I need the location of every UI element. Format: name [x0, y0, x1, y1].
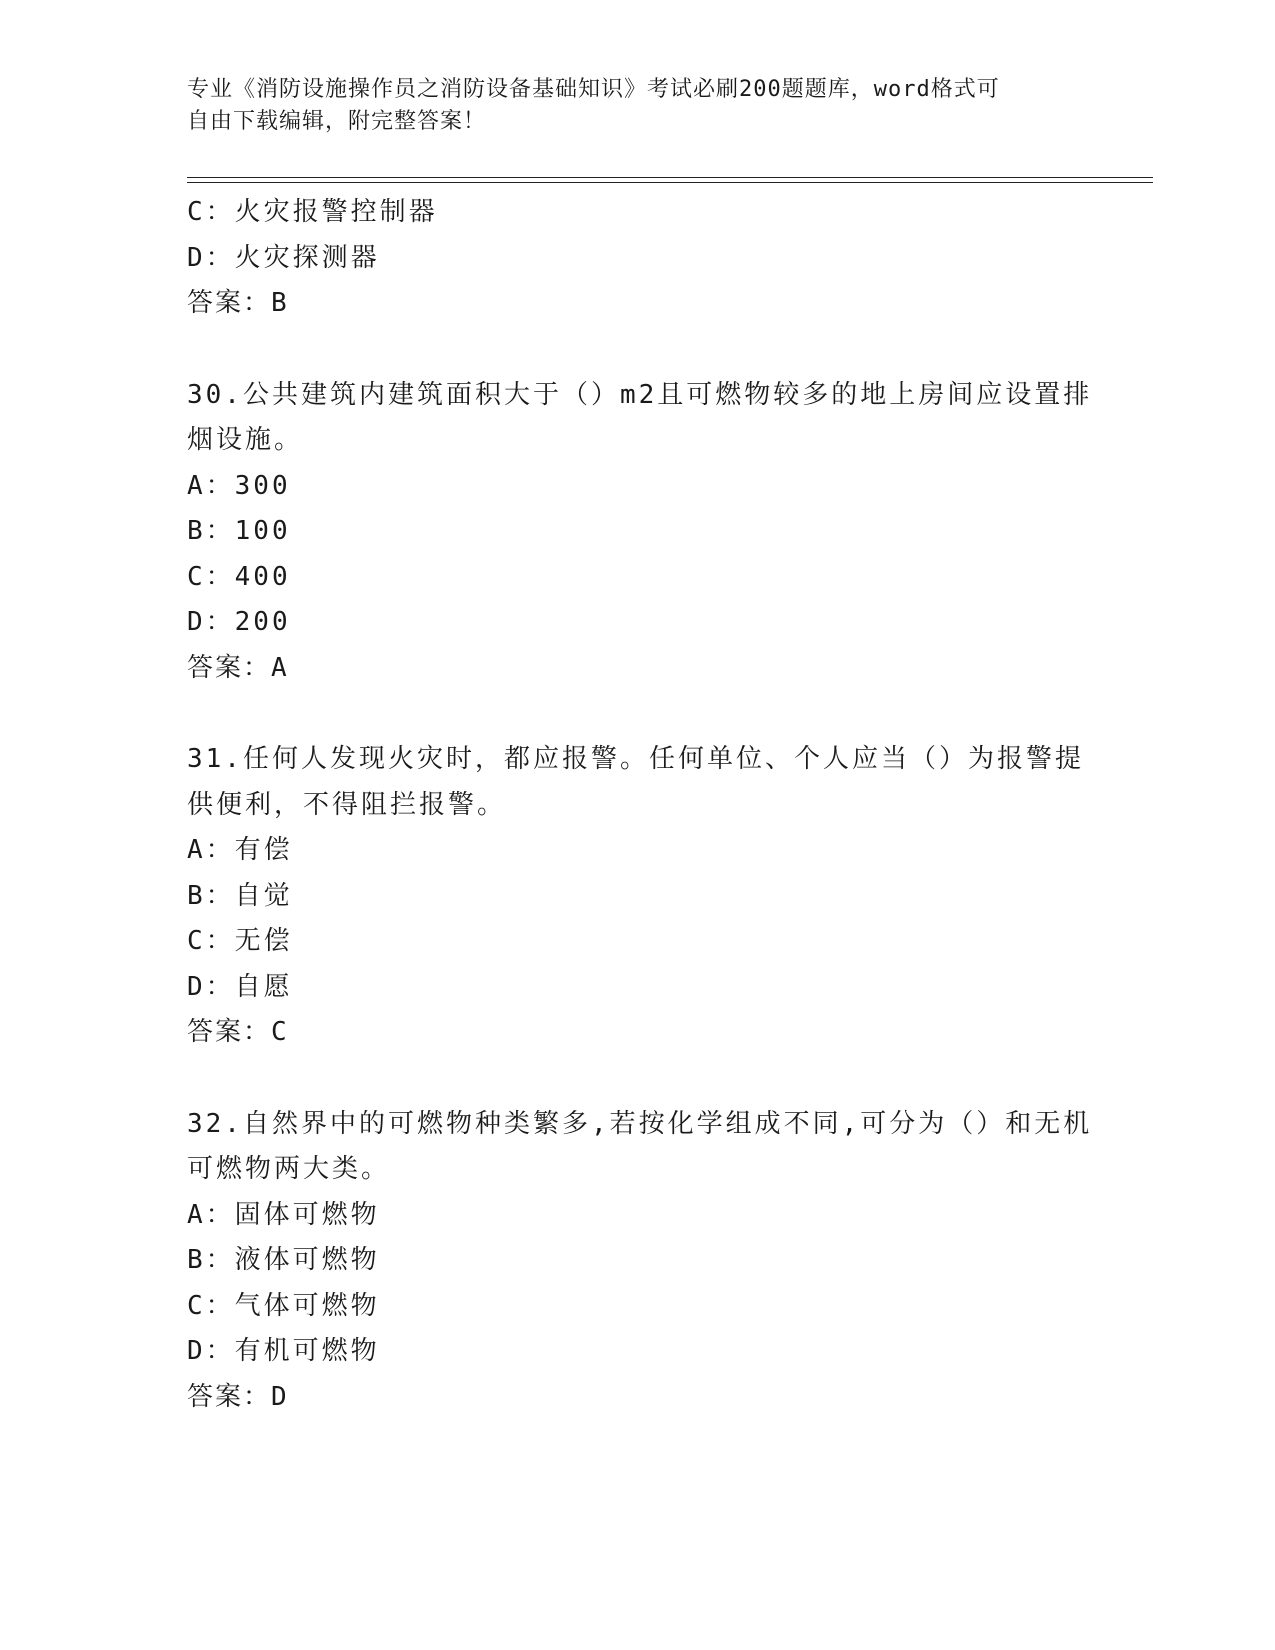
answer-line: 答案：D [187, 1381, 289, 1412]
option-d: D：自愿 [187, 971, 293, 1002]
question-block-prev [187, 190, 1087, 327]
option-c: C：无偿 [187, 926, 293, 956]
header-line-2: 自由下载编辑，附完整答案！ [187, 109, 487, 134]
option-b: B：自觉 [187, 880, 293, 911]
question-stem-line-2: 可燃物两大类。 [187, 1154, 391, 1184]
option-d: D：火灾探测器 [187, 242, 380, 273]
header-divider-bottom [187, 182, 1153, 183]
option-c: C：400 [187, 561, 291, 592]
option-a: A：固体可燃物 [187, 1199, 380, 1230]
question-stem-line-1: 30.公共建筑内建筑面积大于（）m2且可燃物较多的地上房间应设置排 [187, 379, 1093, 410]
option-a: A：有偿 [187, 835, 293, 865]
question-stem-line-2: 供便利，不得阻拦报警。 [187, 789, 507, 820]
option-c: C：火灾报警控制器 [187, 197, 438, 227]
question-block-31 [187, 737, 1087, 1056]
option-b: B：液体可燃物 [187, 1245, 380, 1275]
document-header [187, 74, 1067, 138]
question-block-32 [187, 1102, 1093, 1421]
option-c: C：气体可燃物 [187, 1290, 380, 1321]
answer-line: 答案：B [187, 288, 289, 318]
option-a: A：300 [187, 470, 291, 501]
question-block-30 [187, 373, 1093, 692]
option-d: D：有机可燃物 [187, 1336, 380, 1366]
question-stem-line-2: 烟设施。 [187, 425, 304, 455]
option-b: B：100 [187, 516, 291, 546]
answer-line: 答案：C [187, 1017, 289, 1047]
header-line-1: 专业《消防设施操作员之消防设备基础知识》考试必刷200题题库，word格式可 [187, 77, 1000, 102]
option-d: D：200 [187, 607, 291, 637]
question-stem-line-1: 31.任何人发现火灾时，都应报警。任何单位、个人应当（）为报警提 [187, 744, 1084, 774]
header-divider-top [187, 177, 1153, 178]
question-list [187, 190, 1093, 1420]
answer-line: 答案：A [187, 652, 289, 683]
question-stem-line-1: 32.自然界中的可燃物种类繁多,若按化学组成不同,可分为（）和无机 [187, 1108, 1093, 1139]
